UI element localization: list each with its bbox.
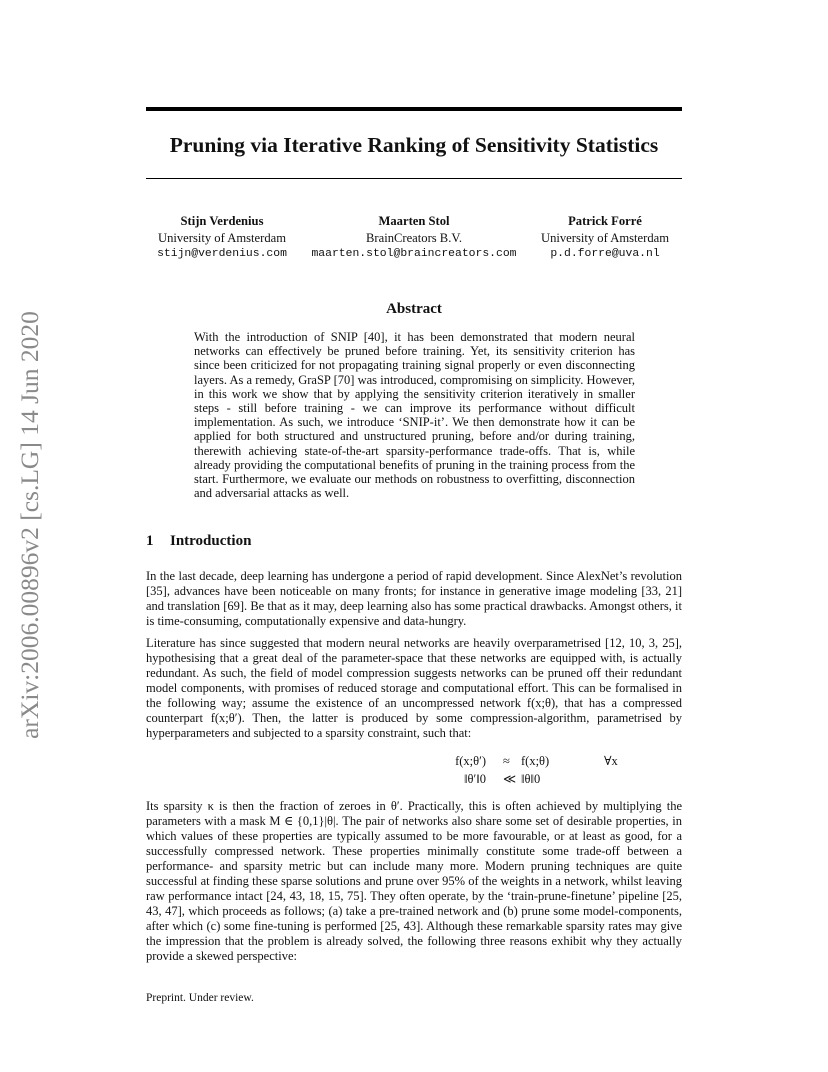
paragraph-3: Its sparsity κ is then the fraction of zeroes in θ′. Practically, this is often achieved by multiplying the parameters with a mask M ∈ {0,1}|θ|. The pair of networks also share some set of desirable properties, in which values of these properties are typically assumed to be more favourable, or at least as good, for a successfully compressed network. These properties minimally constitute some trade-off between a performance- and sparsity metric but can include many more. Modern pruning techniques are quite successful at finding these sparse solutions and prune over 95% of the weights in a network, whilst leaving raw performance intact [24, 43, 18, 15, 75]. They often operate, by the ‘train-prune-finetune’ pipeline [25, 43, 47], which proceeds as follows; (a) take a pre-trained network and (b) prune some model-components, after which (c) some fine-tuning is performed [25, 43]. Although these remarkable sparsity rates may give the impression that the problem is already solved, the following three reasons exhibit why they actually provide a skewed perspective: — [146, 799, 682, 963]
equation-line-2 — [146, 770, 682, 788]
abstract-text: With the introduction of SNIP [40], it has been demonstrated that modern neural networks can effectively be pruned before training. Yet, its sensitivity criterion has since been criticized for not propagating training signal properly or even disconnecting layers. As a remedy, GraSP [70] was introduced, compromising on simplicity. However, in this work we show that by applying the sensitivity criterion iteratively in smaller steps - still before training - we can improve its performance without difficult implementation. As such, we introduce ‘SNIP-it’. We then demonstrate how it can be applied for both structured and unstructured pruning, before and/or during training, therewith achieving state-of-the-art sparsity-performance trade-offs. That is, while already providing the computational benefits of pruning in the training process from the start. Furthermore, we evaluate our methods on robustness to overfitting, disconnection and adversarial attacks as well. — [194, 330, 635, 501]
arxiv-stamp-text: arXiv:2006.00896v2 [cs.LG] 14 Jun 2020 — [15, 311, 44, 739]
equation-quantifier: ∀x — [604, 754, 618, 768]
arxiv-stamp — [12, 290, 48, 760]
section-heading — [146, 531, 251, 551]
equation-rhs: ‖θ‖0 — [521, 772, 541, 786]
author-name: Maarten Stol — [378, 214, 450, 228]
paragraph-1: In the last decade, deep learning has undergone a period of rapid development. Since AlexNet’s revolution [35], advances have been noticeable on many fronts; for instance in generative image modeling [33, 21] and translation [69]. Be that as it may, deep learning also has some practical drawbacks. Amongst others, it is time-consuming, computationally expensive and data-hungry. — [146, 569, 682, 628]
equation-operator: ≈ — [503, 754, 510, 768]
author-2 — [300, 213, 528, 263]
author-affiliation: University of Amsterdam — [157, 230, 286, 245]
equation-lhs: ‖θ′‖0 — [464, 772, 486, 786]
equation-line-1 — [146, 752, 682, 770]
section-number: 1 — [146, 533, 154, 549]
title-rule-top — [146, 107, 682, 111]
equation-lhs: f(x;θ′) — [455, 754, 486, 768]
equation-rhs: f(x;θ) — [521, 754, 550, 768]
section-title: Introduction — [170, 533, 252, 549]
title-rule-bottom — [146, 178, 682, 179]
author-affiliation: University of Amsterdam — [540, 230, 669, 245]
author-3 — [528, 213, 682, 263]
equation — [146, 752, 682, 788]
author-email: maarten.stol@braincreators.com — [311, 248, 517, 260]
author-1 — [146, 213, 298, 263]
author-affiliation: BrainCreators B.V. — [366, 230, 462, 245]
author-email: p.d.forre@uva.nl — [550, 248, 660, 260]
paragraph-2: Literature has since suggested that modern neural networks are heavily overparametrised [12, 10, 3, 25], hypothesising that a great deal of the parameter-space that these networks are equipped with, is actually redundant. As such, the field of model compression suggests networks can be pruned off their redundant model components, with promises of reduced storage and computational effort. This can be formalised in the following way; assume the existence of an uncompressed network f(x;θ), that has a compressed counterpart f(x;θ′). Then, the latter is produced by some compression-algorithm, parametrised by hyperparameters and subjected to a sparsity constraint, such that: — [146, 636, 682, 740]
author-email: stijn@verdenius.com — [157, 248, 287, 260]
author-name: Stijn Verdenius — [180, 214, 264, 228]
abstract-heading: Abstract — [386, 301, 442, 317]
author-name: Patrick Forré — [568, 214, 642, 228]
equation-operator: ≪ — [503, 772, 517, 786]
paper-title: Pruning via Iterative Ranking of Sensitivity Statistics — [169, 133, 659, 157]
footer-note: Preprint. Under review. — [146, 992, 254, 1004]
